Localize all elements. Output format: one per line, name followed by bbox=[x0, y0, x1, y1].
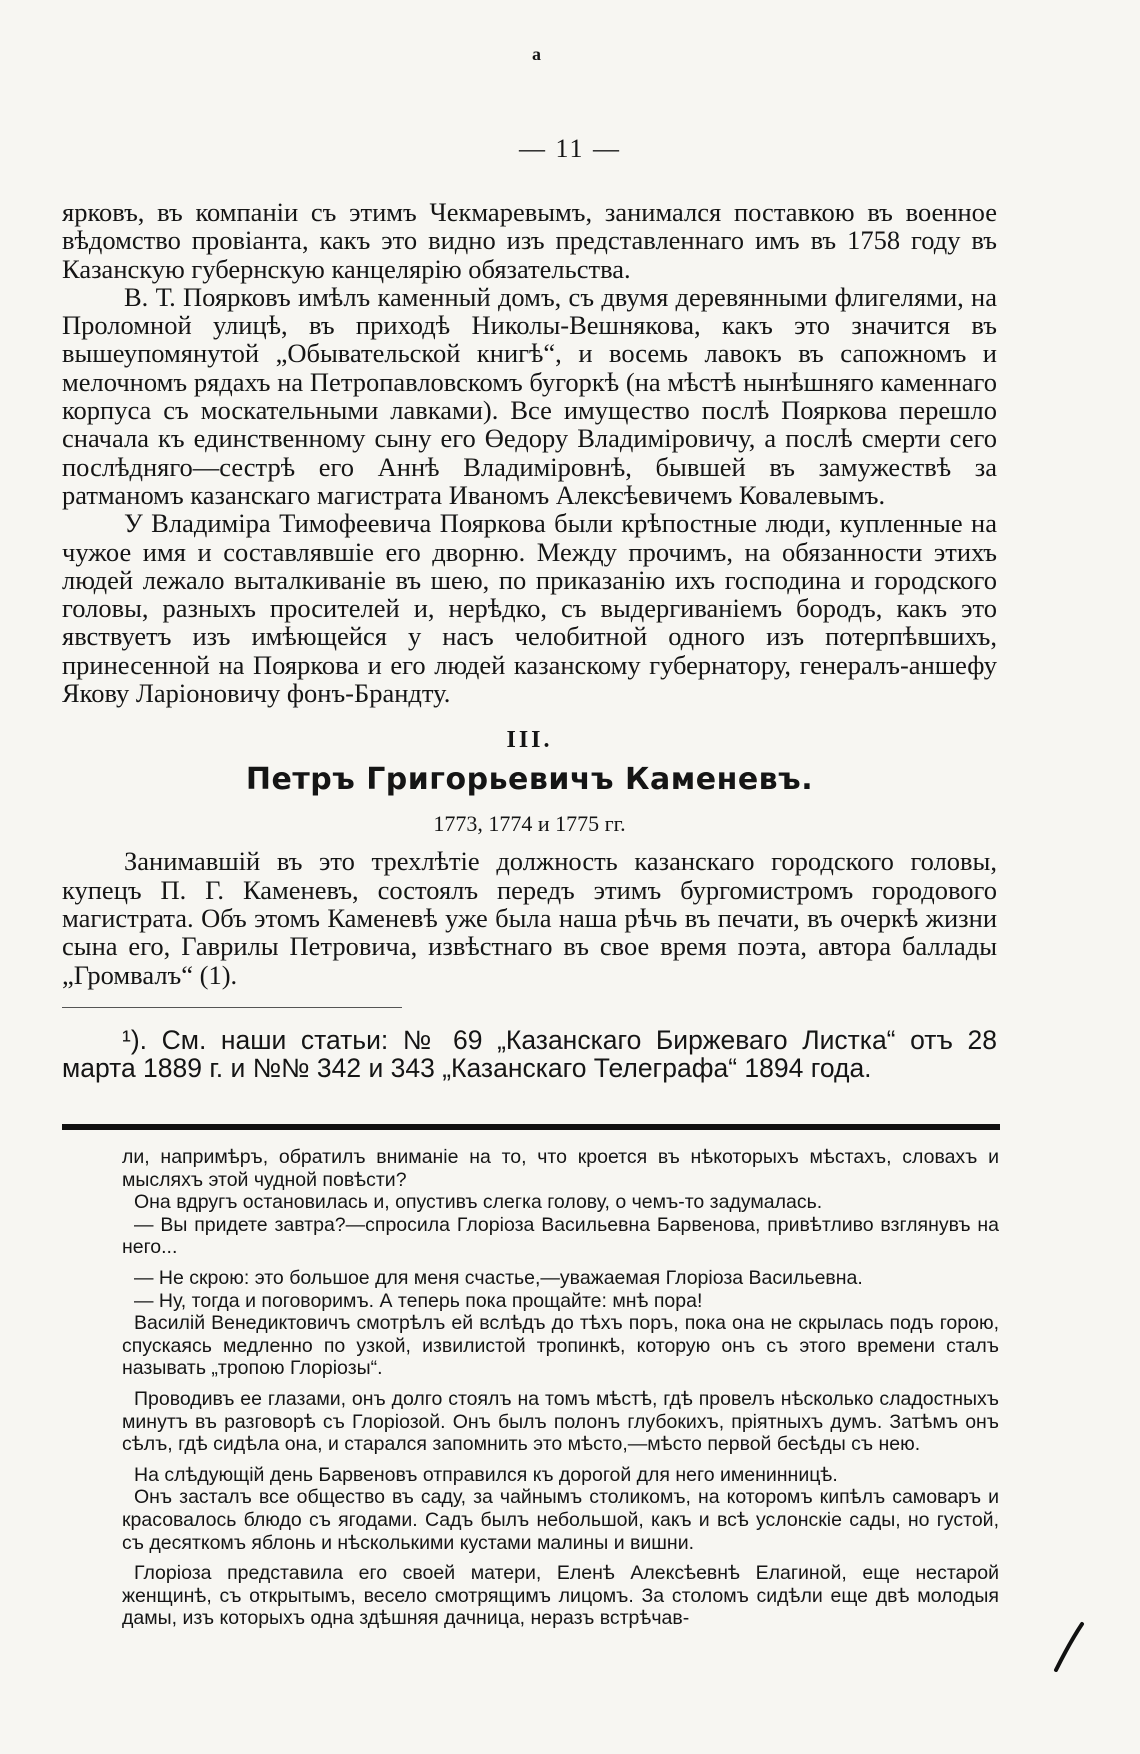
footnote-divider bbox=[62, 1007, 402, 1008]
paragraph: Проводивъ ее глазами, онъ долго стоялъ на томъ мѣстѣ, гдѣ провелъ нѣсколько сладостныхъ минутъ въ разговорѣ съ Глоріозой. Онъ былъ полонъ глубокихъ, пріятныхъ думъ. Затѣмъ онъ сѣлъ, гдѣ сидѣла она, и старался запомнить это мѣсто,—мѣсто первой бесѣды съ нею. bbox=[122, 1387, 999, 1456]
section-heading: Петръ Григорьевичъ Каменевъ. bbox=[245, 762, 814, 798]
paragraph: — Ну, тогда и поговоримъ. А теперь пока прощайте: мнѣ пора! bbox=[134, 1289, 703, 1312]
paragraph: Глоріоза представила его своей матери, Еленѣ Алексѣевнѣ Елагиной, еще нестарой женщинѣ, съ открытымъ, весело смотрящимъ лицомъ. За столомъ сидѣли еще двѣ молодыя дамы, изъ которыхъ одна здѣшняя дачница, неразъ встрѣчав- bbox=[122, 1562, 999, 1630]
paragraph: У Владиміра Тимофеевича Пояркова были крѣпостные люди, купленные на чужое имя и составлявшіе его дворню. Между прочимъ, на обязанности этихъ людей лежало выталкиваніе въ шею, по приказанію ихъ господина и городского головы, разныхъ просителей и, нерѣдко, съ выдергиваніемъ бородъ, какъ это явствуетъ изъ имѣющейся у насъ челобитной одного изъ потерпѣвшихъ, принесенной на Пояркова и его людей казанскому губернатору, генералъ-аншефу Якову Ларіоновичу фонъ-Брандту. bbox=[62, 508, 997, 709]
paragraph: Василій Венедиктовичъ смотрѣлъ ей вслѣдъ до тѣхъ поръ, пока она не скрылась подъ горою, спускаясь медленно по узкой, извилистой тропинкѣ, которую онъ съ этого времени сталъ называть „тропою Глоріозы“. bbox=[122, 1312, 999, 1380]
paragraph: ярковъ, въ компаніи съ этимъ Чекмаревымъ, занимался поставкою въ военное вѣдомство провіанта, какъ это видно изъ представленнаго имъ въ 1758 году въ Казанскую губернскую канцелярію обязательства. bbox=[62, 197, 997, 284]
footnote: ¹). См. наши статьи: № 69 „Казанскаго Биржеваго Листка“ отъ 28 марта 1889 г. и №№ 342 и 343 „Казанскаго Телеграфа“ 1894 года. bbox=[62, 1024, 997, 1084]
paragraph: На слѣдующій день Барвеновъ отправился къ дорогой для него именинницѣ. bbox=[134, 1463, 838, 1486]
paragraph: Занимавшій въ это трехлѣтіе должность казанскаго городского головы, купецъ П. Г. Каменевъ, состоялъ передъ этимъ бургомистромъ городового магистрата. Объ этомъ Каменевѣ уже была наша рѣчь въ печати, въ очеркѣ жизни сына его, Гаврилы Петровича, извѣстнаго въ свое время поэта, автора баллады „Громвалъ“ (1). bbox=[62, 846, 997, 990]
main-text-block bbox=[62, 198, 997, 1082]
chapter-number: III. bbox=[506, 727, 553, 754]
secondary-text-block bbox=[122, 1146, 999, 1630]
section-years: 1773, 1774 и 1775 гг. bbox=[433, 811, 626, 837]
paragraph: — Не скрою: это большое для меня счастье,—уважаемая Глоріоза Васильевна. bbox=[134, 1266, 863, 1289]
paragraph: ли, напримѣръ, обратилъ вниманіе на то, что кроется въ нѣкоторыхъ мѣстахъ, словахъ и мысляхъ этой чудной повѣсти? bbox=[122, 1146, 999, 1191]
page-mark: a bbox=[532, 44, 541, 64]
paragraph: — Вы придете завтра?—спросила Глоріоза Васильевна Барвенова, привѣтливо взглянувъ на него... bbox=[122, 1213, 999, 1259]
page-separator bbox=[62, 1124, 1000, 1130]
paragraph: В. Т. Поярковъ имѣлъ каменный домъ, съ двумя деревянными флигелями, на Проломной улицѣ, въ приходѣ Николы-Вешнякова, какъ это значится въ вышеупомянутой „Обывательской книгѣ“, и восемь лавокъ въ сапожномъ и мелочномъ рядахъ на Петропавловскомъ бугоркѣ (на мѣстѣ нынѣшняго каменнаго корпуса съ москательными лавками). Все имущество послѣ Пояркова перешло сначала къ единственному сыну его Өедору Владиміровичу, а послѣ смерти сего послѣдняго—сестрѣ его Аннѣ Владиміровнѣ, бывшей въ замужествѣ за ратманомъ казанскаго магистрата Иваномъ Алексѣевичемъ Ковалевымъ. bbox=[62, 281, 997, 510]
ink-stroke-mark bbox=[1052, 1620, 1086, 1672]
paragraph: Онъ засталъ все общество въ саду, за чайнымъ столикомъ, на которомъ кипѣлъ самоваръ и красовалось блюдо съ ягодами. Садъ былъ небольшой, какъ и всѣ услонскіе сады, но густой, съ десяткомъ яблонь и нѣсколькими кустами малины и вишни. bbox=[122, 1486, 999, 1554]
page-number: — 11 — bbox=[518, 134, 622, 163]
paragraph: Она вдругъ остановилась и, опустивъ слегка голову, о чемъ-то задумалась. bbox=[134, 1191, 823, 1214]
